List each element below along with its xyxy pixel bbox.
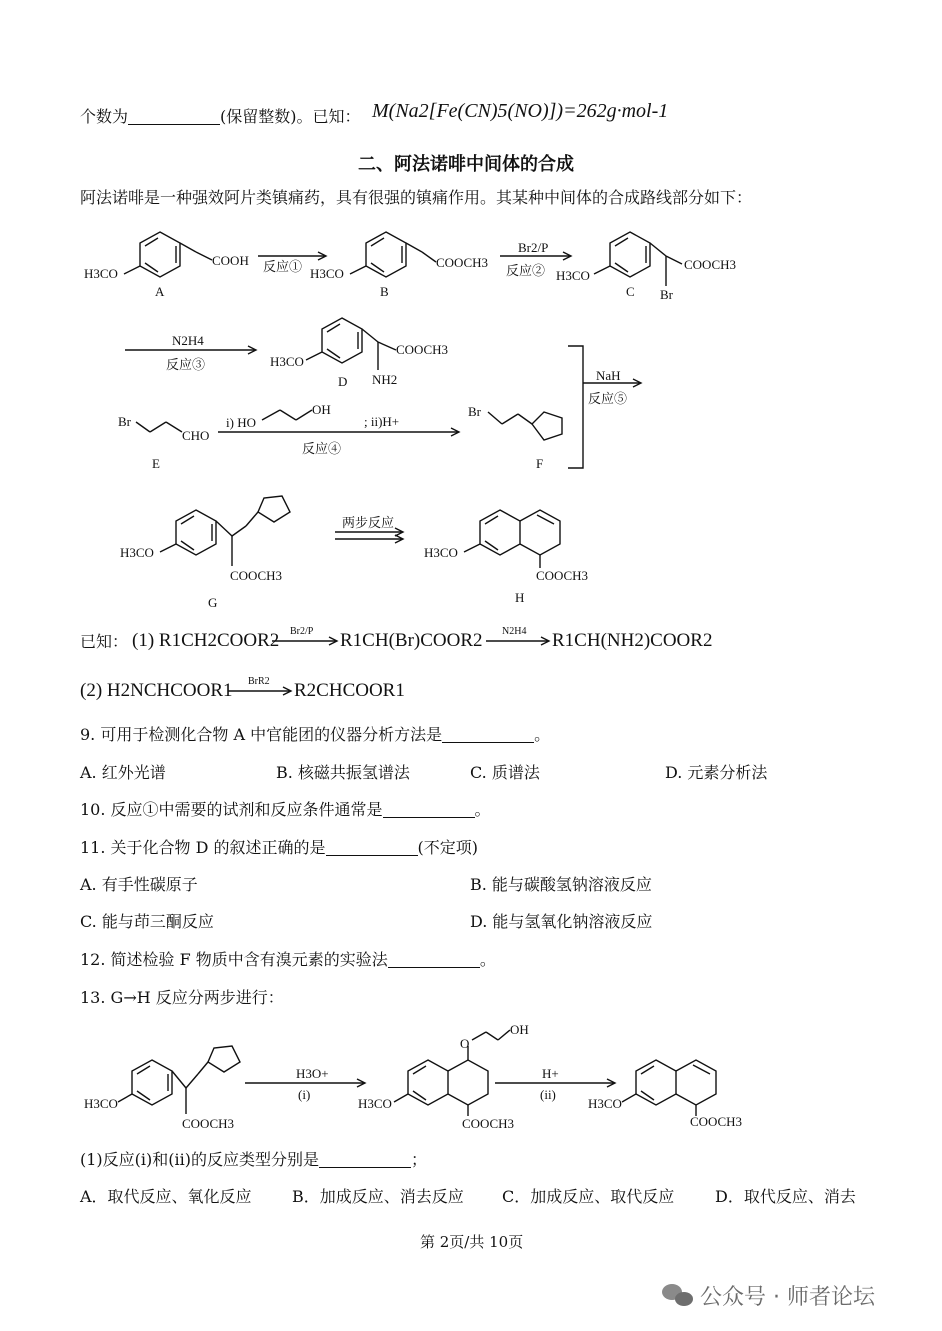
group-h3co-g: H3CO bbox=[120, 545, 154, 560]
group-br-f: Br bbox=[468, 404, 481, 419]
q13-reagent-2: H+ bbox=[542, 1066, 559, 1081]
group-h3co-c: H3CO bbox=[556, 268, 590, 283]
dioxolane-ring-f bbox=[532, 412, 562, 440]
group-h3co-h: H3CO bbox=[424, 545, 458, 560]
q13-ether-o: O bbox=[460, 1036, 470, 1051]
benzene-ring-c bbox=[610, 232, 650, 277]
compound-label-c: C bbox=[626, 284, 635, 299]
known-eq1-c: R1CH(NH2)COOR2 bbox=[552, 630, 713, 651]
group-h3co-a: H3CO bbox=[84, 266, 118, 281]
page-number: 第 2页/共 10页 bbox=[420, 1233, 524, 1251]
answer-blank-q10[interactable] bbox=[383, 801, 475, 818]
answer-blank-q13[interactable] bbox=[319, 1151, 411, 1168]
question-9: 9. 可用于检测化合物 A 中官能团的仪器分析方法是 。 bbox=[80, 725, 551, 744]
benzene-ring-d bbox=[322, 318, 362, 363]
group-nh2-d: NH2 bbox=[372, 372, 398, 387]
question-11: 11. 关于化合物 D 的叙述正确的是 (不定项) bbox=[80, 838, 479, 857]
answer-blank-q12[interactable] bbox=[388, 951, 480, 968]
group-cooch3-g: COOCH3 bbox=[230, 568, 283, 583]
section-intro: 阿法诺啡是一种强效阿片类镇痛药，具有很强的镇痛作用。其某种中间体的合成路线部分如下： bbox=[80, 188, 753, 207]
aromatic-ring-intermediate bbox=[408, 1060, 448, 1105]
q13-group-cooch3-g: COOCH3 bbox=[182, 1116, 235, 1131]
reaction-4-reagent-b: ; ii)H+ bbox=[364, 414, 400, 429]
known-eq2-reagent: BrR2 bbox=[248, 676, 270, 687]
q13-group-h3co-g: H3CO bbox=[84, 1096, 118, 1111]
compound-label-d: D bbox=[338, 374, 348, 389]
watermark-text: 公众号 · 师者论坛 bbox=[700, 1285, 875, 1310]
q13-group-cooch3-h: COOCH3 bbox=[690, 1114, 743, 1129]
compound-label-e: E bbox=[152, 456, 160, 471]
benzene-ring-q13-g bbox=[132, 1060, 172, 1105]
q9-option-d[interactable]: D. 元素分析法 bbox=[665, 763, 768, 782]
group-cooch3-h: COOCH3 bbox=[536, 568, 589, 583]
q13-option-d[interactable]: D．取代反应、消去 bbox=[715, 1187, 856, 1206]
benzene-ring-b bbox=[366, 232, 406, 277]
reaction-3-label: 反应③ bbox=[166, 357, 206, 372]
reaction-4-oh: OH bbox=[312, 402, 331, 417]
known-eq1-reagent1: Br2/P bbox=[290, 626, 314, 637]
answer-blank-q9[interactable] bbox=[442, 726, 534, 743]
section-title: 二、阿法诺啡中间体的合成 bbox=[358, 154, 574, 175]
q13-step-ii: (ii) bbox=[540, 1087, 556, 1102]
aromatic-ring-q13-h bbox=[636, 1060, 676, 1105]
group-br-e: Br bbox=[118, 414, 131, 429]
two-step-label: 两步反应 bbox=[342, 515, 395, 530]
q13-reagent-1: H3O+ bbox=[296, 1066, 329, 1081]
wechat-icon bbox=[662, 1284, 693, 1306]
q13-option-b[interactable]: B．加成反应、消去反应 bbox=[292, 1187, 464, 1206]
q11-option-c[interactable]: C. 能与茚三酮反应 bbox=[80, 912, 214, 931]
known-eq1-b: R1CH(Br)COOR2 bbox=[340, 630, 483, 651]
known-eq1-a: (1) R1CH2COOR2 bbox=[132, 630, 280, 651]
known-eq1-reagent2: N2H4 bbox=[502, 626, 527, 637]
q11-option-a[interactable]: A. 有手性碳原子 bbox=[80, 875, 198, 894]
question-13: 13. G→H 反应分两步进行： bbox=[80, 988, 284, 1007]
question-10: 10. 反应①中需要的试剂和反应条件通常是 。 bbox=[80, 800, 491, 819]
compound-label-a: A bbox=[155, 284, 165, 299]
group-cooh-a: COOH bbox=[212, 253, 249, 268]
dioxolane-ring-g bbox=[258, 496, 290, 522]
question-12: 12. 简述检验 F 物质中含有溴元素的实验法 。 bbox=[80, 950, 496, 969]
known-eq2-a: (2) H2NCHCOOR1 bbox=[80, 680, 233, 701]
q13-step-i: (i) bbox=[298, 1087, 311, 1102]
group-cho-e: CHO bbox=[182, 428, 210, 443]
dioxolane-ring-q13 bbox=[208, 1046, 240, 1072]
compound-label-h: H bbox=[515, 590, 525, 605]
known-label: 已知： bbox=[80, 632, 129, 651]
answer-blank-q11[interactable] bbox=[326, 839, 418, 856]
benzene-ring-a bbox=[140, 232, 180, 277]
question-13-sub1: (1)反应(i)和(ii)的反应类型分别是 ； bbox=[80, 1150, 428, 1169]
reaction-1-label: 反应① bbox=[263, 259, 303, 274]
q13-group-cooch3-int: COOCH3 bbox=[462, 1116, 515, 1131]
aromatic-ring-h bbox=[480, 510, 520, 555]
compound-label-b: B bbox=[380, 284, 389, 299]
group-cooch3-c: COOCH3 bbox=[684, 257, 737, 272]
q9-option-a[interactable]: A. 红外光谱 bbox=[80, 763, 166, 782]
benzene-ring-g bbox=[176, 510, 216, 555]
q13-option-a[interactable]: A．取代反应、氧化反应 bbox=[80, 1187, 252, 1206]
reaction-2-reagent: Br2/P bbox=[518, 240, 549, 255]
intro-line: 个数为 (保留整数)。已知： bbox=[80, 107, 361, 126]
group-br-c: Br bbox=[660, 287, 673, 302]
group-h3co-b: H3CO bbox=[310, 266, 344, 281]
q13-group-oh: OH bbox=[510, 1022, 529, 1037]
q11-option-d[interactable]: D. 能与氢氧化钠溶液反应 bbox=[470, 912, 653, 931]
reaction-3-reagent: N2H4 bbox=[172, 333, 204, 348]
known-eq2-b: R2CHCOOR1 bbox=[294, 680, 405, 701]
q9-option-c[interactable]: C. 质谱法 bbox=[470, 763, 540, 782]
reaction-5-label: 反应⑤ bbox=[588, 391, 628, 406]
q11-option-b[interactable]: B. 能与碳酸氢钠溶液反应 bbox=[470, 875, 652, 894]
compound-label-f: F bbox=[536, 456, 544, 471]
q13-group-h3co-int: H3CO bbox=[358, 1096, 392, 1111]
reaction-4-label: 反应④ bbox=[302, 441, 342, 456]
reaction-2-label: 反应② bbox=[506, 263, 546, 278]
compound-label-g: G bbox=[208, 595, 218, 610]
q9-option-b[interactable]: B. 核磁共振氢谱法 bbox=[276, 763, 410, 782]
molar-mass-formula: M(Na2[Fe(CN)5(NO)])=262g·mol-1 bbox=[372, 100, 669, 122]
group-h3co-d: H3CO bbox=[270, 354, 304, 369]
group-cooch3-d: COOCH3 bbox=[396, 342, 449, 357]
group-cooch3-b: COOCH3 bbox=[436, 255, 489, 270]
q13-option-c[interactable]: C．加成反应、取代反应 bbox=[502, 1187, 675, 1206]
reaction-4-reagent-a: i) HO bbox=[226, 415, 256, 430]
q13-group-h3co-h: H3CO bbox=[588, 1096, 622, 1111]
reaction-5-reagent: NaH bbox=[596, 368, 621, 383]
